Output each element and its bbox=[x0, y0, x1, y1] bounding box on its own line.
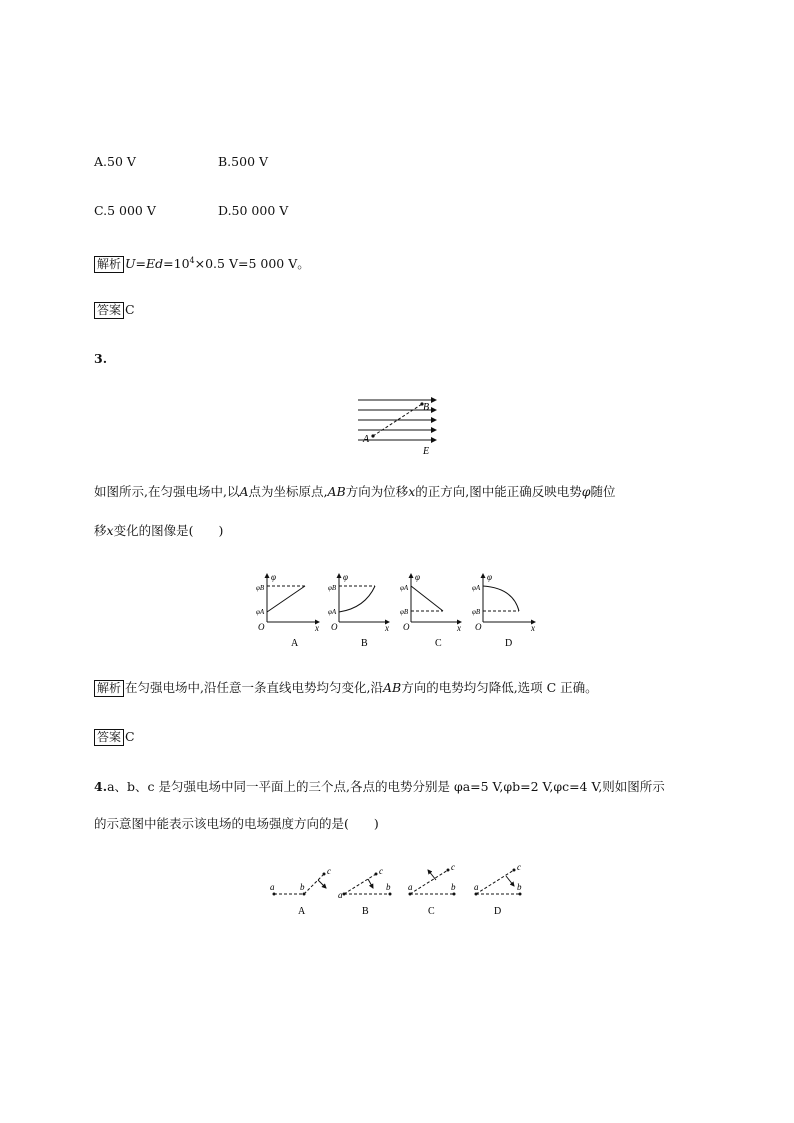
stem-text: 点为坐标原点, bbox=[248, 484, 328, 499]
field-arrow bbox=[368, 879, 373, 888]
point-label: b bbox=[386, 882, 391, 892]
graph-curve bbox=[411, 586, 443, 611]
analysis-ab: AB bbox=[382, 680, 402, 695]
analysis-base: 10 bbox=[173, 256, 190, 272]
point-label: a bbox=[338, 890, 343, 900]
diagram-c bbox=[408, 862, 456, 917]
field-diagram bbox=[356, 396, 446, 456]
field-arrow bbox=[506, 876, 514, 886]
q4-stem-line2: 的示意图中能表示该电场的电场强度方向的是( ) bbox=[94, 816, 379, 831]
point-a bbox=[371, 434, 374, 437]
label-a: A bbox=[363, 434, 370, 445]
graph-curve bbox=[483, 586, 519, 611]
q2-answer bbox=[94, 301, 135, 319]
axis-label: φ bbox=[487, 572, 492, 582]
diagram-a bbox=[270, 866, 331, 917]
q3-stem-line1 bbox=[94, 483, 616, 501]
choice-label: D bbox=[505, 638, 513, 649]
label-e: E bbox=[423, 446, 430, 457]
tick-label: φB bbox=[400, 608, 409, 616]
point-label: b bbox=[300, 882, 305, 892]
q3-analysis bbox=[94, 679, 598, 697]
diagram-d bbox=[474, 862, 522, 917]
point-label: c bbox=[517, 862, 521, 872]
q4-stem-line1 bbox=[94, 778, 665, 796]
choice-label: C bbox=[428, 906, 435, 917]
tick-label: φB bbox=[328, 584, 337, 592]
stem-text: 移 bbox=[94, 523, 107, 538]
field-direction-diagrams bbox=[266, 860, 536, 920]
axis-label: x bbox=[457, 623, 461, 633]
choice-label: B bbox=[361, 638, 368, 649]
point-label: c bbox=[327, 866, 331, 876]
stem-text: 随位 bbox=[590, 484, 616, 499]
diagram-b bbox=[338, 866, 392, 917]
origin-label: O bbox=[403, 622, 410, 632]
answer-tag: 答案 bbox=[94, 729, 124, 746]
analysis-tag: 解析 bbox=[94, 680, 124, 697]
answer-tag: 答案 bbox=[94, 302, 124, 319]
q4-number: 4. bbox=[94, 779, 108, 794]
analysis-rest: ×0.5 V=5 000 V。 bbox=[194, 256, 310, 272]
stem-text: 方向为位移 bbox=[345, 484, 409, 499]
answer-value: C bbox=[125, 729, 135, 744]
graph-b bbox=[328, 572, 389, 649]
point-label: b bbox=[517, 882, 522, 892]
tick-label: φB bbox=[472, 608, 481, 616]
axis-label: x bbox=[385, 623, 389, 633]
tick-label: φA bbox=[472, 584, 481, 592]
q2-analysis bbox=[94, 252, 310, 273]
option-c: C.5 000 V bbox=[94, 203, 156, 218]
axis-label: φ bbox=[415, 572, 420, 582]
analysis-exponent: 4 bbox=[189, 256, 195, 265]
option-d: D.50 000 V bbox=[218, 203, 289, 218]
choice-label: D bbox=[494, 906, 502, 917]
tick-label: φA bbox=[400, 584, 409, 592]
graph-curve bbox=[267, 586, 305, 612]
point-label: a bbox=[474, 882, 479, 892]
origin-label: O bbox=[475, 622, 482, 632]
field-arrow bbox=[318, 880, 326, 888]
stem-text: 变化的图像是( ) bbox=[113, 523, 224, 538]
tick-label: φA bbox=[328, 608, 337, 616]
stem-text: a、b、c 是匀强电场中同一平面上的三个点,各点的电势分别是 φa=5 V,φb=2 V,φc=4 V,则如图所示 bbox=[107, 779, 665, 794]
graph-d bbox=[472, 572, 535, 649]
choice-label: A bbox=[298, 906, 306, 917]
stem-x: x bbox=[408, 484, 416, 499]
axis-label: x bbox=[531, 623, 535, 633]
origin-label: O bbox=[258, 622, 265, 632]
axis-label: x bbox=[315, 623, 319, 633]
origin-label: O bbox=[331, 622, 338, 632]
option-b: B.500 V bbox=[218, 154, 269, 169]
graph-c bbox=[400, 572, 461, 649]
analysis-text: 在匀强电场中,沿任意一条直线电势均匀变化,沿 bbox=[125, 680, 383, 695]
graph-curve bbox=[339, 586, 375, 612]
point-label: c bbox=[451, 862, 455, 872]
choice-label: B bbox=[362, 906, 369, 917]
q3-answer bbox=[94, 728, 135, 746]
point-label: a bbox=[270, 882, 275, 892]
phi-x-graphs bbox=[253, 570, 553, 650]
axis-label: φ bbox=[271, 572, 276, 582]
stem-x: x bbox=[106, 523, 114, 538]
analysis-formula: U=Ed= bbox=[125, 256, 174, 272]
choice-label: C bbox=[435, 638, 442, 649]
stem-phi: φ bbox=[581, 484, 591, 499]
field-arrow bbox=[428, 870, 436, 880]
graph-a bbox=[256, 572, 319, 649]
answer-value: C bbox=[125, 302, 135, 317]
choice-label: A bbox=[291, 638, 299, 649]
stem-ab: AB bbox=[327, 484, 346, 499]
q3-stem-line2 bbox=[94, 522, 223, 540]
q3-number: 3. bbox=[94, 351, 108, 366]
axis-label: φ bbox=[343, 572, 348, 582]
label-b: B bbox=[423, 402, 430, 413]
stem-text: 的正方向,图中能正确反映电势 bbox=[415, 484, 582, 499]
tick-label: φB bbox=[256, 584, 265, 592]
analysis-tag: 解析 bbox=[94, 256, 124, 273]
option-a: A.50 V bbox=[94, 154, 136, 169]
tick-label: φA bbox=[256, 608, 265, 616]
analysis-text: 方向的电势均匀降低,选项 C 正确。 bbox=[401, 680, 598, 695]
stem-text: 如图所示,在匀强电场中,以 bbox=[94, 484, 240, 499]
point-label: c bbox=[379, 866, 383, 876]
stem-point: A bbox=[239, 484, 249, 499]
point-label: a bbox=[408, 882, 413, 892]
point-label: b bbox=[451, 882, 456, 892]
